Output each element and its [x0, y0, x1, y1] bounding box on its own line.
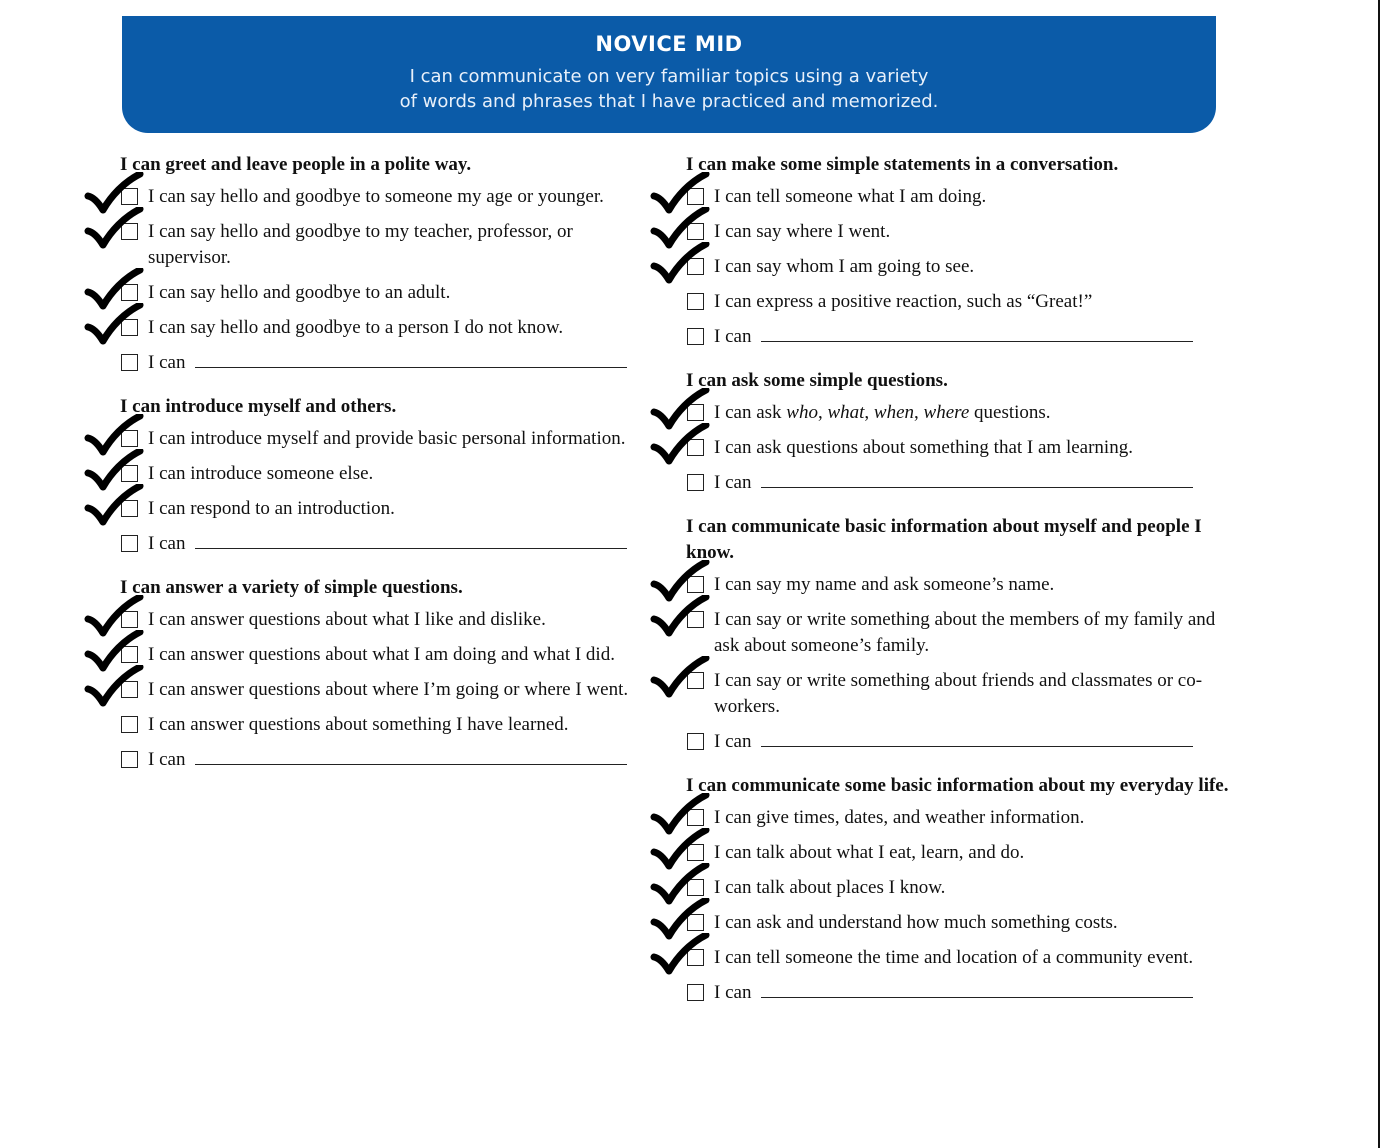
can-do-item[interactable]: [120, 219, 650, 271]
item-text: I can ask questions about something that I am learning.: [714, 437, 1133, 458]
write-in-line[interactable]: [195, 763, 627, 765]
checkbox[interactable]: [121, 465, 138, 482]
section-questions: [686, 368, 1231, 496]
item-text: I can introduce myself and provide basic personal information.: [148, 428, 626, 449]
custom-item[interactable]: [120, 350, 650, 376]
can-do-item[interactable]: [120, 426, 650, 452]
checkbox[interactable]: [687, 293, 704, 310]
item-text: I can say hello and goodbye to a person I do not know.: [148, 317, 564, 338]
level-title: NOVICE MID: [595, 32, 743, 56]
page-edge: [1378, 0, 1380, 1148]
can-do-item[interactable]: [686, 910, 1231, 936]
can-do-item[interactable]: [120, 607, 650, 633]
can-do-item[interactable]: [686, 840, 1231, 866]
item-text: I can: [148, 352, 186, 373]
section-heading: I can answer a variety of simple questions.: [120, 577, 463, 598]
checkbox[interactable]: [121, 716, 138, 733]
write-in-line[interactable]: [761, 745, 1193, 747]
can-do-item[interactable]: [686, 668, 1231, 720]
checkbox[interactable]: [121, 751, 138, 768]
checkbox[interactable]: [121, 646, 138, 663]
section-heading: I can greet and leave people in a polite way.: [120, 154, 472, 175]
write-in-line[interactable]: [195, 547, 627, 549]
section-statements: [686, 152, 1231, 350]
can-do-item[interactable]: [120, 677, 650, 703]
level-description: [359, 64, 979, 114]
write-in-line[interactable]: [761, 486, 1193, 488]
item-text: I can: [148, 533, 186, 554]
checkbox[interactable]: [687, 404, 704, 421]
can-do-item[interactable]: [120, 280, 650, 306]
custom-item[interactable]: [686, 980, 1231, 1006]
checkbox[interactable]: [687, 439, 704, 456]
custom-item[interactable]: [120, 747, 650, 773]
item-text: I can say or write something about friends and classmates or co-workers.: [714, 670, 1203, 717]
item-text: I can say hello and goodbye to my teacher, professor, or supervisor.: [148, 221, 573, 268]
checkbox[interactable]: [687, 576, 704, 593]
checkbox[interactable]: [687, 611, 704, 628]
custom-item[interactable]: [686, 470, 1231, 496]
section-heading: I can communicate basic information about myself and people I know.: [686, 516, 1202, 563]
section-heading: I can communicate some basic information about my everyday life.: [686, 775, 1229, 796]
item-text: I can express a positive reaction, such as “Great!”: [714, 291, 1093, 312]
can-do-item[interactable]: [686, 184, 1231, 210]
write-in-line[interactable]: [761, 340, 1193, 342]
checkbox[interactable]: [687, 879, 704, 896]
checkbox[interactable]: [687, 328, 704, 345]
checkbox[interactable]: [687, 844, 704, 861]
can-do-item[interactable]: [686, 254, 1231, 280]
can-do-item[interactable]: [686, 435, 1231, 461]
checkbox[interactable]: [687, 474, 704, 491]
checkbox[interactable]: [687, 984, 704, 1001]
checkbox[interactable]: [687, 672, 704, 689]
checkbox[interactable]: [121, 284, 138, 301]
can-do-item[interactable]: [686, 607, 1231, 659]
can-do-item[interactable]: [686, 400, 1231, 426]
custom-item[interactable]: [120, 531, 650, 557]
can-do-item[interactable]: [120, 461, 650, 487]
section-heading: I can introduce myself and others.: [120, 396, 397, 417]
right-column: [686, 152, 1231, 1024]
checkbox[interactable]: [121, 500, 138, 517]
write-in-line[interactable]: [761, 996, 1193, 998]
checkbox[interactable]: [687, 733, 704, 750]
checkbox[interactable]: [687, 223, 704, 240]
checkbox[interactable]: [121, 354, 138, 371]
section-heading: I can ask some simple questions.: [686, 370, 948, 391]
can-do-item[interactable]: [120, 496, 650, 522]
section-basic-info: [686, 514, 1231, 755]
checkbox[interactable]: [687, 809, 704, 826]
checkbox[interactable]: [687, 258, 704, 275]
checkbox[interactable]: [121, 188, 138, 205]
can-do-item[interactable]: [120, 712, 650, 738]
checkbox[interactable]: [121, 681, 138, 698]
level-description-line-1: I can communicate on very familiar topics using a variety: [409, 66, 929, 87]
write-in-line[interactable]: [195, 366, 627, 368]
item-text: I can: [714, 731, 752, 752]
checkbox[interactable]: [687, 188, 704, 205]
item-text: I can: [714, 982, 752, 1003]
level-description-line-2: of words and phrases that I have practiced and memorized.: [399, 91, 939, 112]
can-do-item[interactable]: [120, 184, 650, 210]
can-do-item[interactable]: [686, 572, 1231, 598]
custom-item[interactable]: [686, 324, 1231, 350]
can-do-item[interactable]: [686, 805, 1231, 831]
item-text: I can: [714, 326, 752, 347]
can-do-item[interactable]: [120, 315, 650, 341]
item-text: I can tell someone the time and location of a community event.: [714, 947, 1194, 968]
item-text: I can say whom I am going to see.: [714, 256, 975, 277]
can-do-item[interactable]: [686, 219, 1231, 245]
item-text: I can respond to an introduction.: [148, 498, 395, 519]
item-text: I can say where I went.: [714, 221, 891, 242]
checkbox[interactable]: [121, 535, 138, 552]
section-introduce: [120, 394, 650, 557]
item-text: I can say hello and goodbye to someone my age or younger.: [148, 186, 604, 207]
checkbox[interactable]: [121, 611, 138, 628]
section-greet: [120, 152, 650, 376]
item-text: I can say hello and goodbye to an adult.: [148, 282, 451, 303]
can-do-item[interactable]: [686, 289, 1231, 315]
level-banner: [122, 16, 1216, 133]
section-heading: I can make some simple statements in a conversation.: [686, 154, 1119, 175]
checkbox[interactable]: [121, 223, 138, 240]
item-text: I can talk about places I know.: [714, 877, 946, 898]
item-text: I can ask and understand how much something costs.: [714, 912, 1118, 933]
item-text: I can introduce someone else.: [148, 463, 374, 484]
item-text: I can ask who, what, when, where questions.: [714, 402, 1051, 423]
item-text: I can: [148, 749, 186, 770]
item-text: I can give times, dates, and weather information.: [714, 807, 1085, 828]
item-text: I can answer questions about something I have learned.: [148, 714, 569, 735]
section-everyday-life: [686, 773, 1231, 1006]
item-text: I can answer questions about where I’m going or where I went.: [148, 679, 629, 700]
item-text: I can tell someone what I am doing.: [714, 186, 987, 207]
can-do-item[interactable]: [686, 945, 1231, 971]
checkbox[interactable]: [687, 949, 704, 966]
checkbox[interactable]: [121, 430, 138, 447]
custom-item[interactable]: [686, 729, 1231, 755]
item-text: I can answer questions about what I am doing and what I did.: [148, 644, 615, 665]
checkbox[interactable]: [121, 319, 138, 336]
item-text: I can answer questions about what I like and dislike.: [148, 609, 546, 630]
left-column: [120, 152, 650, 791]
can-do-item[interactable]: [686, 875, 1231, 901]
item-text: I can: [714, 472, 752, 493]
item-text: I can say my name and ask someone’s name.: [714, 574, 1055, 595]
checkbox[interactable]: [687, 914, 704, 931]
section-answer: [120, 575, 650, 773]
item-text: I can say or write something about the members of my family and ask about someone’s family.: [714, 609, 1216, 656]
item-text: I can talk about what I eat, learn, and do.: [714, 842, 1025, 863]
can-do-item[interactable]: [120, 642, 650, 668]
